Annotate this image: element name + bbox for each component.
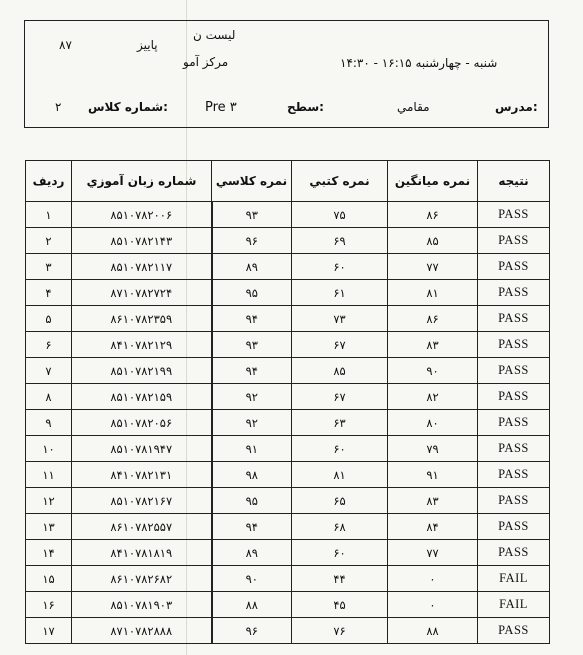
written-score-cell: ۶۵ bbox=[292, 488, 388, 514]
class-score-cell: ۹۳ bbox=[212, 202, 292, 228]
result-cell: PASS bbox=[478, 202, 550, 228]
result-cell: FAIL bbox=[478, 592, 550, 618]
average-score-cell: ۸۳ bbox=[388, 488, 478, 514]
result-cell: PASS bbox=[478, 618, 550, 644]
col-header-student-number: شماره زبان آموزي bbox=[72, 161, 212, 202]
table-row bbox=[26, 462, 550, 488]
average-score-cell: ۸۲ bbox=[388, 384, 478, 410]
table-row bbox=[26, 410, 550, 436]
table-row bbox=[26, 592, 550, 618]
row-number-cell: ۱۰ bbox=[26, 436, 72, 462]
row-number-cell: ۵ bbox=[26, 306, 72, 332]
row-number-cell: ۲ bbox=[26, 228, 72, 254]
row-number-cell: ۴ bbox=[26, 280, 72, 306]
table-row bbox=[26, 488, 550, 514]
table-row bbox=[26, 254, 550, 280]
class-score-cell: ۹۵ bbox=[212, 488, 292, 514]
student-number-cell: ۸۴۱۰۷۸۲۱۲۹ bbox=[72, 332, 212, 358]
written-score-cell: ۷۵ bbox=[292, 202, 388, 228]
col-header-class-score: نمره کلاسي bbox=[212, 161, 292, 202]
average-score-cell: ۸۶ bbox=[388, 306, 478, 332]
table-row bbox=[26, 514, 550, 540]
average-score-cell: ۸۱ bbox=[388, 280, 478, 306]
table-row bbox=[26, 202, 550, 228]
written-score-cell: ۴۵ bbox=[292, 592, 388, 618]
row-number-cell: ۱۴ bbox=[26, 540, 72, 566]
row-number-cell: ۷ bbox=[26, 358, 72, 384]
year-value: ۸۷ bbox=[59, 38, 72, 52]
student-number-cell: ۸۵۱۰۷۸۲۱۶۷ bbox=[72, 488, 212, 514]
written-score-cell: ۶۸ bbox=[292, 514, 388, 540]
student-number-cell: ۸۵۱۰۷۸۲۰۰۶ bbox=[72, 202, 212, 228]
written-score-cell: ۶۱ bbox=[292, 280, 388, 306]
student-number-cell: ۸۵۱۰۷۸۱۹۴۷ bbox=[72, 436, 212, 462]
document-title-fragment: لیست ن bbox=[193, 28, 236, 42]
col-header-result: نتیجه bbox=[478, 161, 550, 202]
row-number-cell: ۶ bbox=[26, 332, 72, 358]
average-score-cell: ۹۱ bbox=[388, 462, 478, 488]
student-number-cell: ۸۴۱۰۷۸۲۱۳۱ bbox=[72, 462, 212, 488]
student-number-cell: ۸۶۱۰۷۸۲۳۵۹ bbox=[72, 306, 212, 332]
result-cell: PASS bbox=[478, 280, 550, 306]
written-score-cell: ۶۰ bbox=[292, 254, 388, 280]
class-score-cell: ۹۱ bbox=[212, 436, 292, 462]
average-score-cell: ۰ bbox=[388, 592, 478, 618]
col-header-written-score: نمره کتبي bbox=[292, 161, 388, 202]
table-row bbox=[26, 228, 550, 254]
table-row bbox=[26, 618, 550, 644]
result-cell: PASS bbox=[478, 514, 550, 540]
teacher-value: مقامي bbox=[397, 100, 430, 114]
row-number-cell: ۱۳ bbox=[26, 514, 72, 540]
row-number-cell: ۱۵ bbox=[26, 566, 72, 592]
written-score-cell: ۶۰ bbox=[292, 436, 388, 462]
row-number-cell: ۳ bbox=[26, 254, 72, 280]
teacher-label: مدرس: bbox=[495, 100, 538, 114]
class-score-cell: ۹۴ bbox=[212, 358, 292, 384]
written-score-cell: ۷۳ bbox=[292, 306, 388, 332]
average-score-cell: ۸۸ bbox=[388, 618, 478, 644]
table-row bbox=[26, 280, 550, 306]
term-value: پاییز bbox=[137, 38, 158, 52]
class-score-cell: ۹۶ bbox=[212, 618, 292, 644]
average-score-cell: ۸۰ bbox=[388, 410, 478, 436]
row-number-cell: ۱ bbox=[26, 202, 72, 228]
class-score-cell: ۹۳ bbox=[212, 332, 292, 358]
result-cell: PASS bbox=[478, 462, 550, 488]
written-score-cell: ۴۴ bbox=[292, 566, 388, 592]
student-number-cell: ۸۵۱۰۷۸۲۱۵۹ bbox=[72, 384, 212, 410]
average-score-cell: ۸۶ bbox=[388, 202, 478, 228]
result-cell: PASS bbox=[478, 384, 550, 410]
class-score-cell: ۹۴ bbox=[212, 514, 292, 540]
table-row bbox=[26, 332, 550, 358]
written-score-cell: ۶۰ bbox=[292, 540, 388, 566]
average-score-cell: ۷۹ bbox=[388, 436, 478, 462]
grades-table bbox=[25, 160, 550, 644]
average-score-cell: ۸۵ bbox=[388, 228, 478, 254]
table-row bbox=[26, 384, 550, 410]
class-score-cell: ۹۲ bbox=[212, 410, 292, 436]
class-score-cell: ۸۹ bbox=[212, 540, 292, 566]
level-label: سطح: bbox=[287, 100, 324, 114]
average-score-cell: ۸۴ bbox=[388, 514, 478, 540]
student-number-cell: ۸۵۱۰۷۸۲۱۴۳ bbox=[72, 228, 212, 254]
row-number-cell: ۱۱ bbox=[26, 462, 72, 488]
average-score-cell: ۰ bbox=[388, 566, 478, 592]
table-header-row bbox=[26, 161, 550, 202]
student-number-cell: ۸۶۱۰۷۸۲۵۵۷ bbox=[72, 514, 212, 540]
average-score-cell: ۷۷ bbox=[388, 254, 478, 280]
student-number-cell: ۸۷۱۰۷۸۲۸۸۸ bbox=[72, 618, 212, 644]
written-score-cell: ۶۳ bbox=[292, 410, 388, 436]
table-row bbox=[26, 540, 550, 566]
written-score-cell: ۶۷ bbox=[292, 332, 388, 358]
written-score-cell: ۸۵ bbox=[292, 358, 388, 384]
class-score-cell: ۹۰ bbox=[212, 566, 292, 592]
class-number-value: ۲ bbox=[55, 100, 62, 114]
written-score-cell: ۶۹ bbox=[292, 228, 388, 254]
class-score-cell: ۸۹ bbox=[212, 254, 292, 280]
class-score-cell: ۸۸ bbox=[212, 592, 292, 618]
col-header-row-number: رديف bbox=[26, 161, 72, 202]
written-score-cell: ۸۱ bbox=[292, 462, 388, 488]
result-cell: PASS bbox=[478, 358, 550, 384]
table-row bbox=[26, 358, 550, 384]
col-header-average: نمره میانگین bbox=[388, 161, 478, 202]
row-number-cell: ۱۷ bbox=[26, 618, 72, 644]
student-number-cell: ۸۵۱۰۷۸۲۱۹۹ bbox=[72, 358, 212, 384]
student-number-cell: ۸۴۱۰۷۸۱۸۱۹ bbox=[72, 540, 212, 566]
result-cell: PASS bbox=[478, 228, 550, 254]
average-score-cell: ۸۳ bbox=[388, 332, 478, 358]
student-number-cell: ۸۷۱۰۷۸۲۷۲۴ bbox=[72, 280, 212, 306]
result-cell: PASS bbox=[478, 488, 550, 514]
center-name-fragment: مرکز آمو bbox=[183, 55, 229, 69]
table-row bbox=[26, 566, 550, 592]
class-score-cell: ۹۵ bbox=[212, 280, 292, 306]
student-number-cell: ۸۵۱۰۷۸۲۱۱۷ bbox=[72, 254, 212, 280]
result-cell: FAIL bbox=[478, 566, 550, 592]
average-score-cell: ۷۷ bbox=[388, 540, 478, 566]
class-schedule: شنبه - چهارشنبه ۱۶:۱۵ - ۱۴:۳۰ bbox=[340, 56, 498, 70]
row-number-cell: ۱۲ bbox=[26, 488, 72, 514]
result-cell: PASS bbox=[478, 540, 550, 566]
result-cell: PASS bbox=[478, 306, 550, 332]
result-cell: PASS bbox=[478, 436, 550, 462]
class-score-cell: ۹۸ bbox=[212, 462, 292, 488]
class-score-cell: ۹۴ bbox=[212, 306, 292, 332]
result-cell: PASS bbox=[478, 254, 550, 280]
student-number-cell: ۸۵۱۰۷۸۱۹۰۳ bbox=[72, 592, 212, 618]
row-number-cell: ۸ bbox=[26, 384, 72, 410]
average-score-cell: ۹۰ bbox=[388, 358, 478, 384]
class-score-cell: ۹۲ bbox=[212, 384, 292, 410]
written-score-cell: ۶۷ bbox=[292, 384, 388, 410]
class-score-cell: ۹۶ bbox=[212, 228, 292, 254]
student-number-cell: ۸۶۱۰۷۸۲۶۸۲ bbox=[72, 566, 212, 592]
result-cell: PASS bbox=[478, 410, 550, 436]
level-value: Pre ۳ bbox=[205, 100, 237, 115]
header-box bbox=[24, 20, 549, 128]
table-row bbox=[26, 306, 550, 332]
class-number-label: شماره کلاس: bbox=[88, 100, 168, 114]
result-cell: PASS bbox=[478, 332, 550, 358]
table-row bbox=[26, 436, 550, 462]
row-number-cell: ۱۶ bbox=[26, 592, 72, 618]
row-number-cell: ۹ bbox=[26, 410, 72, 436]
written-score-cell: ۷۶ bbox=[292, 618, 388, 644]
student-number-cell: ۸۵۱۰۷۸۲۰۵۶ bbox=[72, 410, 212, 436]
